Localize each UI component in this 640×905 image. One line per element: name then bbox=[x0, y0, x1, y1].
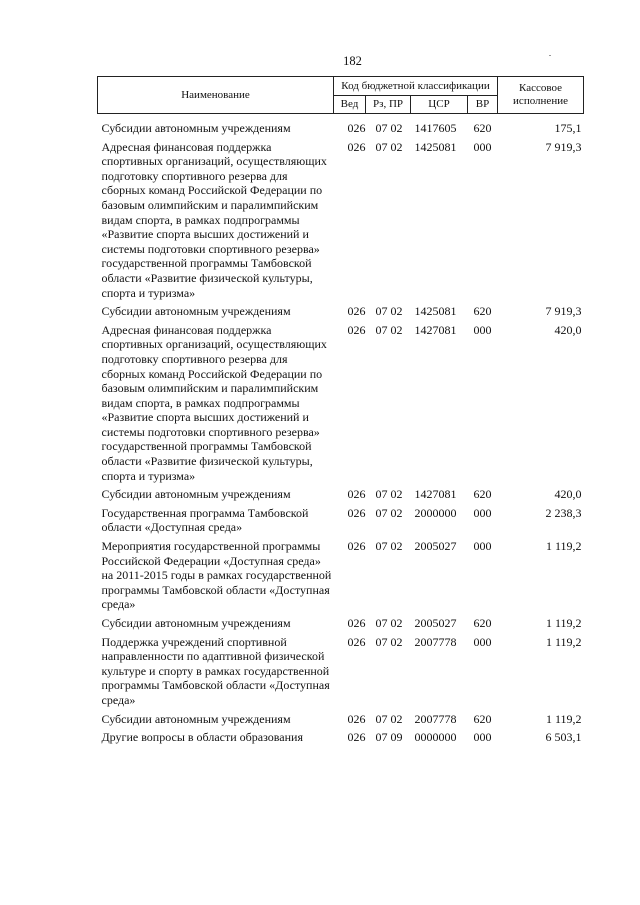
row-name: Субсидии автономным учреждениям bbox=[101, 121, 291, 135]
row-vr: 000 bbox=[473, 539, 492, 554]
row-sum: 1 119,2 bbox=[545, 634, 582, 649]
table-row bbox=[98, 506, 584, 539]
row-name: Субсидии автономным учреждениям bbox=[101, 711, 291, 726]
table-row bbox=[98, 140, 584, 305]
row-csr: 2000000 bbox=[414, 505, 457, 520]
row-ved: 026 bbox=[347, 634, 366, 649]
row-vr: 620 bbox=[473, 487, 492, 502]
row-csr: 1425081 bbox=[414, 139, 457, 154]
row-rz-pr: 07 09 bbox=[375, 730, 403, 745]
header-vr: ВР bbox=[468, 96, 498, 114]
row-sum: 1 119,2 bbox=[545, 539, 582, 554]
row-sum: 7 919,3 bbox=[545, 304, 582, 319]
row-rz-pr: 07 02 bbox=[375, 304, 403, 319]
row-ved: 026 bbox=[347, 121, 366, 135]
table-row bbox=[98, 487, 584, 506]
row-name: Адресная финансовая поддержка спортивных организаций, осуществляющих подготовку спортивного резерва для сборных команд Российской Федерации по базовым олимпийским и паралимпийским видам спорта, в рамках подпрограммы «Развитие спорта высших достижений и системы подготовки спортивного резерва» государственной программы Тамбовской области «Развитие физической культуры, спорта и туризма» bbox=[101, 139, 327, 300]
row-sum: 2 238,3 bbox=[545, 505, 582, 520]
row-rz-pr: 07 02 bbox=[375, 634, 403, 649]
row-ved: 026 bbox=[347, 505, 366, 520]
scan-mark bbox=[549, 55, 551, 56]
row-name: Субсидии автономным учреждениям bbox=[101, 304, 291, 319]
row-csr: 0000000 bbox=[414, 730, 457, 745]
row-rz-pr: 07 02 bbox=[375, 487, 403, 502]
row-ved: 026 bbox=[347, 322, 366, 337]
row-ved: 026 bbox=[347, 711, 366, 726]
row-sum: 175,1 bbox=[554, 121, 582, 135]
table-body bbox=[98, 114, 584, 749]
row-name: Другие вопросы в области образования bbox=[101, 730, 303, 745]
row-vr: 000 bbox=[473, 730, 492, 745]
row-name: Субсидии автономным учреждениям bbox=[101, 616, 291, 630]
row-sum: 6 503,1 bbox=[545, 730, 582, 745]
row-ved: 026 bbox=[347, 539, 366, 554]
row-vr: 620 bbox=[473, 711, 492, 726]
row-rz-pr: 07 02 bbox=[375, 711, 403, 726]
header-csr: ЦСР bbox=[411, 96, 468, 114]
row-name: Государственная программа Тамбовской области «Доступная среда» bbox=[101, 505, 309, 535]
header-classification-group: Код бюджетной классификации bbox=[334, 77, 498, 96]
row-sum: 420,0 bbox=[554, 322, 582, 337]
row-csr: 2005027 bbox=[414, 539, 457, 554]
row-rz-pr: 07 02 bbox=[375, 505, 403, 520]
row-csr: 1417605 bbox=[414, 121, 457, 135]
row-sum: 7 919,3 bbox=[545, 139, 582, 154]
table-row bbox=[98, 712, 584, 731]
header-name: Наименование bbox=[98, 77, 334, 114]
table-row bbox=[98, 304, 584, 323]
row-vr: 000 bbox=[473, 634, 492, 649]
row-rz-pr: 07 02 bbox=[375, 121, 403, 135]
header-rz-pr: Рз, ПР bbox=[366, 96, 411, 114]
row-name: Субсидии автономным учреждениям bbox=[101, 487, 291, 502]
row-vr: 000 bbox=[473, 505, 492, 520]
row-ved: 026 bbox=[347, 616, 366, 630]
row-vr: 000 bbox=[473, 139, 492, 154]
row-rz-pr: 07 02 bbox=[375, 139, 403, 154]
row-vr: 620 bbox=[473, 304, 492, 319]
row-csr: 2005027 bbox=[414, 616, 457, 630]
row-vr: 000 bbox=[473, 322, 492, 337]
row-vr: 620 bbox=[473, 121, 492, 135]
page-number: 182 bbox=[343, 54, 362, 68]
row-ved: 026 bbox=[347, 139, 366, 154]
table-row bbox=[98, 730, 584, 749]
table-row bbox=[98, 323, 584, 488]
row-vr: 620 bbox=[473, 616, 492, 630]
row-sum: 1 119,2 bbox=[545, 711, 582, 726]
header-cash-execution: Кассовое исполнение bbox=[498, 77, 584, 114]
row-ved: 026 bbox=[347, 487, 366, 502]
row-csr: 2007778 bbox=[414, 634, 457, 649]
table-row bbox=[98, 539, 584, 616]
row-ved: 026 bbox=[347, 730, 366, 745]
row-csr: 1427081 bbox=[414, 487, 457, 502]
table-row bbox=[98, 114, 584, 140]
table-row bbox=[98, 635, 584, 712]
row-name: Адресная финансовая поддержка спортивных организаций, осуществляющих подготовку спортивного резерва для сборных команд Российской Федерации по базовым олимпийским и паралимпийским видам спорта, в рамках подпрограммы «Развитие спорта высших достижений и системы подготовки спортивного резерва» государственной программы Тамбовской области «Развитие физической культуры, спорта и туризма» bbox=[101, 322, 327, 483]
row-sum: 1 119,2 bbox=[545, 616, 582, 630]
budget-table bbox=[97, 76, 584, 749]
row-csr: 1425081 bbox=[414, 304, 457, 319]
row-name: Мероприятия государственной программы Российской Федерации «Доступная среда» на 2011-2015 годы в рамках государственной программы Тамбовской области «Доступная среда» bbox=[101, 539, 332, 612]
header-ved: Вед bbox=[334, 96, 366, 114]
row-name: Поддержка учреждений спортивной направленности по адаптивной физической культуре и спорту в рамках государственной программы Тамбовской области «Доступная среда» bbox=[101, 634, 330, 707]
row-rz-pr: 07 02 bbox=[375, 539, 403, 554]
row-ved: 026 bbox=[347, 304, 366, 319]
row-csr: 1427081 bbox=[414, 322, 457, 337]
row-sum: 420,0 bbox=[554, 487, 582, 502]
row-csr: 2007778 bbox=[414, 711, 457, 726]
row-rz-pr: 07 02 bbox=[375, 616, 403, 630]
row-rz-pr: 07 02 bbox=[375, 322, 403, 337]
table-row bbox=[98, 616, 584, 635]
table-header bbox=[98, 77, 584, 114]
